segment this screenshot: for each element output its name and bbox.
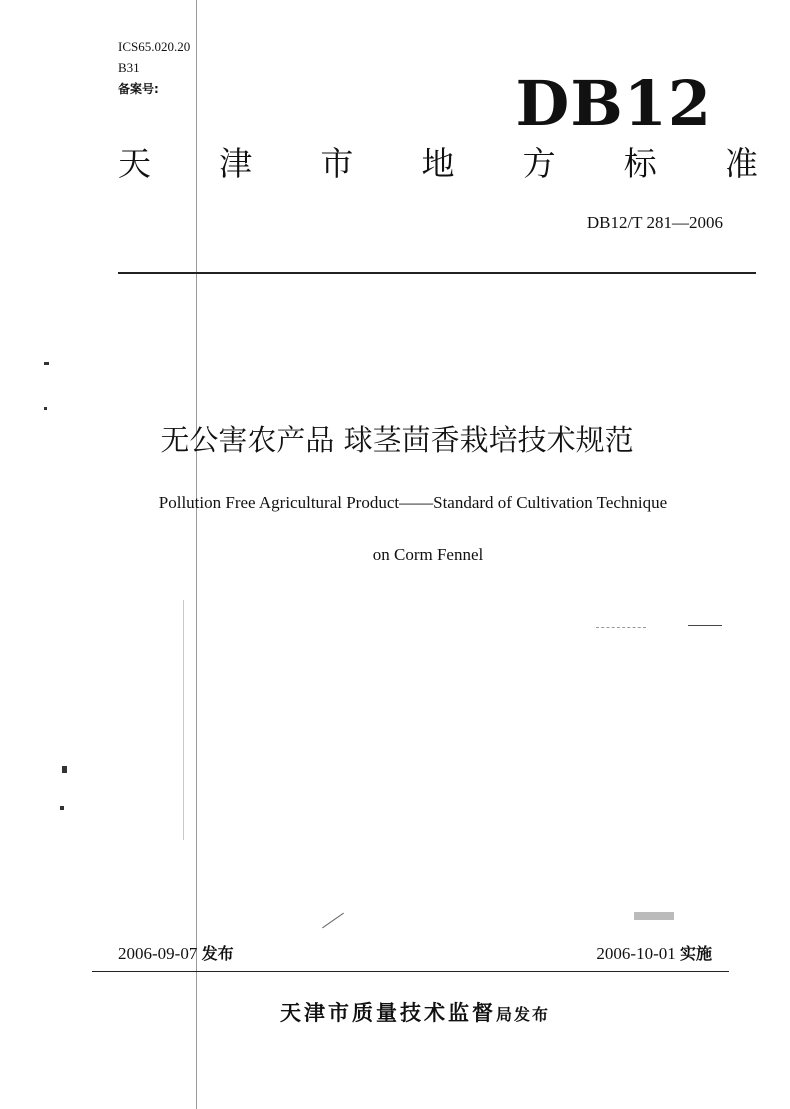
document-title-en-line1: Pollution Free Agricultural Product——Standard of Cultivation Technique bbox=[158, 493, 668, 512]
scan-smudge-line bbox=[688, 625, 722, 626]
standard-type-char: 方 bbox=[522, 144, 556, 183]
standard-code-logo: DB12 bbox=[515, 67, 712, 140]
scan-speck bbox=[44, 362, 49, 365]
footer-divider bbox=[92, 971, 729, 972]
header-divider bbox=[118, 272, 756, 274]
standard-type-char: 准 bbox=[724, 144, 758, 183]
scan-speck bbox=[60, 806, 64, 810]
issuing-authority-suffix: 局发布 bbox=[495, 1005, 550, 1024]
scan-smudge-line bbox=[322, 913, 344, 929]
issuing-authority bbox=[0, 997, 790, 1027]
implementation-date-value: 2006-10-01 bbox=[596, 944, 676, 963]
issue-date bbox=[118, 942, 234, 966]
standard-number: DB12/T 281—2006 bbox=[586, 213, 723, 232]
standard-type-title bbox=[118, 142, 758, 186]
scan-smudge-line bbox=[596, 627, 646, 628]
document-title-zh: 无公害农产品 球茎茴香栽培技术规范 bbox=[160, 423, 634, 457]
standard-type-char: 地 bbox=[421, 144, 455, 183]
scan-speck bbox=[62, 766, 67, 773]
scan-speck bbox=[44, 407, 47, 410]
scan-speck bbox=[634, 912, 674, 920]
standard-type-char: 标 bbox=[623, 144, 657, 183]
ccs-code: B31 bbox=[118, 60, 140, 75]
document-title-en-line2: on Corm Fennel bbox=[372, 545, 484, 564]
ics-code: ICS65.020.20 bbox=[118, 39, 191, 54]
standard-type-char: 津 bbox=[219, 144, 253, 183]
scan-line bbox=[183, 600, 184, 840]
filing-number-label: 备案号: bbox=[118, 82, 159, 96]
implementation-date-label: 实施 bbox=[679, 944, 712, 963]
implementation-date bbox=[596, 942, 712, 966]
issue-date-value: 2006-09-07 bbox=[118, 944, 198, 963]
issue-date-label: 发布 bbox=[201, 944, 234, 963]
standard-type-char: 天 bbox=[118, 144, 151, 183]
standard-type-char: 市 bbox=[320, 144, 354, 183]
issuing-authority-name: 天津市质量技术监督 bbox=[279, 1001, 496, 1025]
